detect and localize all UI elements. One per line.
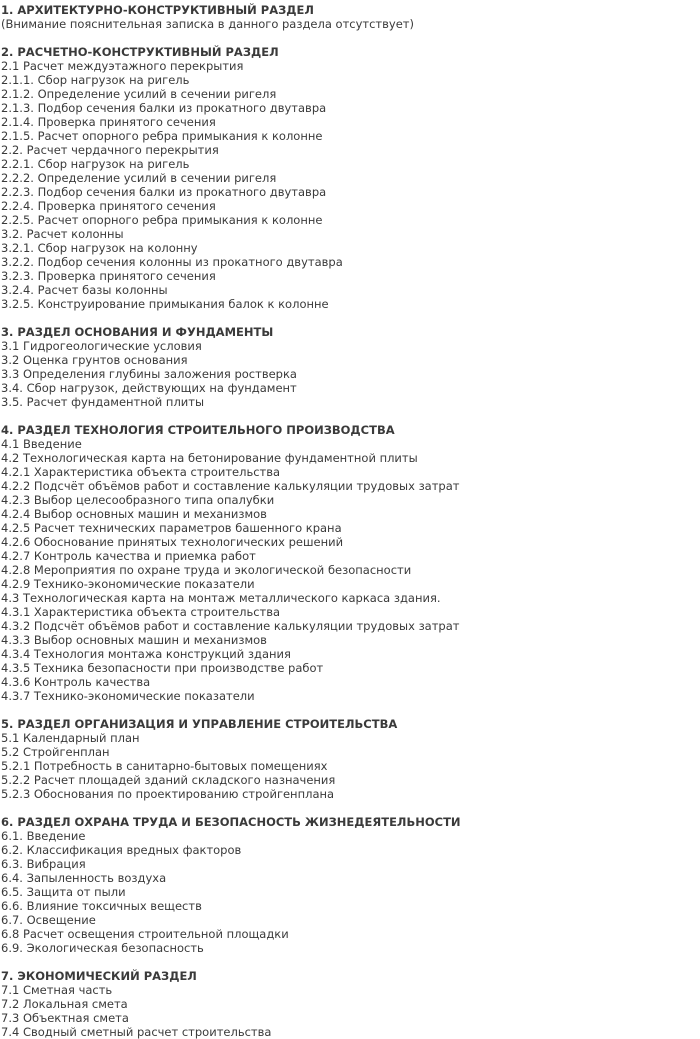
toc-item: 4.3.4 Технология монтажа конструкций здания bbox=[1, 647, 291, 661]
toc-item: 7.2 Локальная смета bbox=[1, 997, 128, 1011]
toc-item: (Внимание пояснительная записка в данного раздела отсутствует) bbox=[1, 17, 414, 31]
toc-item: 2.1.5. Расчет опорного ребра примыкания к колонне bbox=[1, 129, 323, 143]
toc-item: 5.1 Календарный план bbox=[1, 731, 140, 745]
toc-item: 7.3 Объектная смета bbox=[1, 1011, 129, 1025]
toc-item: 3.2 Оценка грунтов основания bbox=[1, 353, 188, 367]
toc-section bbox=[1, 717, 700, 801]
toc-item: 6.6. Влияние токсичных веществ bbox=[1, 899, 202, 913]
toc-item: 4.3.3 Выбор основных машин и механизмов bbox=[1, 633, 267, 647]
toc-item: 4.2 Технологическая карта на бетонирование фундаментной плиты bbox=[1, 451, 418, 465]
toc-section bbox=[1, 3, 700, 31]
toc-section bbox=[1, 969, 700, 1039]
toc-item: 3.2.3. Проверка принятого сечения bbox=[1, 269, 216, 283]
toc-section bbox=[1, 325, 700, 409]
toc-item: 4.2.4 Выбор основных машин и механизмов bbox=[1, 507, 267, 521]
toc-item: 4.2.8 Мероприятия по охране труда и экологической безопасности bbox=[1, 563, 412, 577]
toc-item: 3.2.2. Подбор сечения колонны из прокатного двутавра bbox=[1, 255, 343, 269]
toc-item: 5.2 Стройгенплан bbox=[1, 745, 110, 759]
toc-item: 3.2.1. Сбор нагрузок на колонну bbox=[1, 241, 198, 255]
toc-item: 4.3.5 Техника безопасности при производстве работ bbox=[1, 661, 324, 675]
toc-item: 2.2.3. Подбор сечения балки из прокатного двутавра bbox=[1, 185, 327, 199]
toc-item: 3.1 Гидрогеологические условия bbox=[1, 339, 202, 353]
toc-item: 4.3.2 Подсчёт объёмов работ и составление калькуляции трудовых затрат bbox=[1, 619, 460, 633]
toc-item: 4.2.2 Подсчёт объёмов работ и составление калькуляции трудовых затрат bbox=[1, 479, 460, 493]
toc-item: 6.1. Введение bbox=[1, 829, 86, 843]
toc-item: 4.1 Введение bbox=[1, 437, 82, 451]
toc-item: 3.4. Сбор нагрузок, действующих на фундамент bbox=[1, 381, 297, 395]
toc-item: 4.2.6 Обоснование принятых технологических решений bbox=[1, 535, 344, 549]
toc-item: 7.4 Сводный сметный расчет строительства bbox=[1, 1025, 272, 1039]
toc-item: 5.2.3 Обоснования по проектированию стройгенплана bbox=[1, 787, 335, 801]
toc-item: 4.2.3 Выбор целесообразного типа опалубки bbox=[1, 493, 275, 507]
toc-section bbox=[1, 423, 700, 703]
toc-section bbox=[1, 45, 700, 311]
toc-item: 3.2.4. Расчет базы колонны bbox=[1, 283, 168, 297]
toc-item: 2.2.1. Сбор нагрузок на ригель bbox=[1, 157, 190, 171]
toc-item: 3.2.5. Конструирование примыкания балок к колонне bbox=[1, 297, 329, 311]
toc-item: 4.2.9 Технико-экономические показатели bbox=[1, 577, 255, 591]
toc-item: 4.2.1 Характеристика объекта строительства bbox=[1, 465, 281, 479]
section-title: 1. АРХИТЕКТУРНО-КОНСТРУКТИВНЫЙ РАЗДЕЛ bbox=[1, 3, 314, 17]
section-title: 7. ЭКОНОМИЧЕСКИЙ РАЗДЕЛ bbox=[1, 969, 197, 983]
toc-item: 2.1 Расчет междуэтажного перекрытия bbox=[1, 59, 244, 73]
toc-item: 5.2.1 Потребность в санитарно-бытовых помещениях bbox=[1, 759, 328, 773]
toc-item: 6.3. Вибрация bbox=[1, 857, 86, 871]
section-title: 4. РАЗДЕЛ ТЕХНОЛОГИЯ СТРОИТЕЛЬНОГО ПРОИЗВОДСТВА bbox=[1, 423, 395, 437]
toc-item: 6.5. Защита от пыли bbox=[1, 885, 126, 899]
toc-item: 3.3 Определения глубины заложения ростверка bbox=[1, 367, 297, 381]
toc-item: 2.2. Расчет чердачного перекрытия bbox=[1, 143, 219, 157]
toc-item: 2.2.4. Проверка принятого сечения bbox=[1, 199, 216, 213]
toc-item: 4.3.7 Технико-экономические показатели bbox=[1, 689, 255, 703]
toc-item: 4.3.1 Характеристика объекта строительства bbox=[1, 605, 281, 619]
toc-item: 3.5. Расчет фундаментной плиты bbox=[1, 395, 205, 409]
toc-item: 6.8 Расчет освещения строительной площадки bbox=[1, 927, 289, 941]
toc-item: 5.2.2 Расчет площадей зданий складского назначения bbox=[1, 773, 336, 787]
toc-item: 2.2.5. Расчет опорного ребра примыкания к колонне bbox=[1, 213, 323, 227]
toc-item: 3.2. Расчет колонны bbox=[1, 227, 124, 241]
toc-item: 2.1.3. Подбор сечения балки из прокатного двутавра bbox=[1, 101, 327, 115]
toc-section bbox=[1, 815, 700, 955]
toc-item: 4.3.6 Контроль качества bbox=[1, 675, 151, 689]
section-title: 3. РАЗДЕЛ ОСНОВАНИЯ И ФУНДАМЕНТЫ bbox=[1, 325, 274, 339]
toc-item: 4.2.5 Расчет технических параметров башенного крана bbox=[1, 521, 342, 535]
section-title: 5. РАЗДЕЛ ОРГАНИЗАЦИЯ И УПРАВЛЕНИЕ СТРОИТЕЛЬСТВА bbox=[1, 717, 398, 731]
section-title: 2. РАСЧЕТНО-КОНСТРУКТИВНЫЙ РАЗДЕЛ bbox=[1, 45, 279, 59]
toc-item: 4.2.7 Контроль качества и приемка работ bbox=[1, 549, 256, 563]
toc-item: 2.1.2. Определение усилий в сечении ригеля bbox=[1, 87, 277, 101]
section-title: 6. РАЗДЕЛ ОХРАНА ТРУДА И БЕЗОПАСНОСТЬ ЖИЗНЕДЕЯТЕЛЬНОСТИ bbox=[1, 815, 461, 829]
toc-item: 6.2. Классификация вредных факторов bbox=[1, 843, 242, 857]
toc-item: 6.7. Освещение bbox=[1, 913, 96, 927]
toc-item: 2.2.2. Определение усилий в сечении ригеля bbox=[1, 171, 277, 185]
toc-item: 6.9. Экологическая безопасность bbox=[1, 941, 204, 955]
toc-item: 4.3 Технологическая карта на монтаж металлического каркаса здания. bbox=[1, 591, 441, 605]
toc-item: 7.1 Сметная часть bbox=[1, 983, 113, 997]
toc-item: 2.1.4. Проверка принятого сечения bbox=[1, 115, 216, 129]
toc-item: 2.1.1. Сбор нагрузок на ригель bbox=[1, 73, 190, 87]
toc-item: 6.4. Запыленность воздуха bbox=[1, 871, 167, 885]
